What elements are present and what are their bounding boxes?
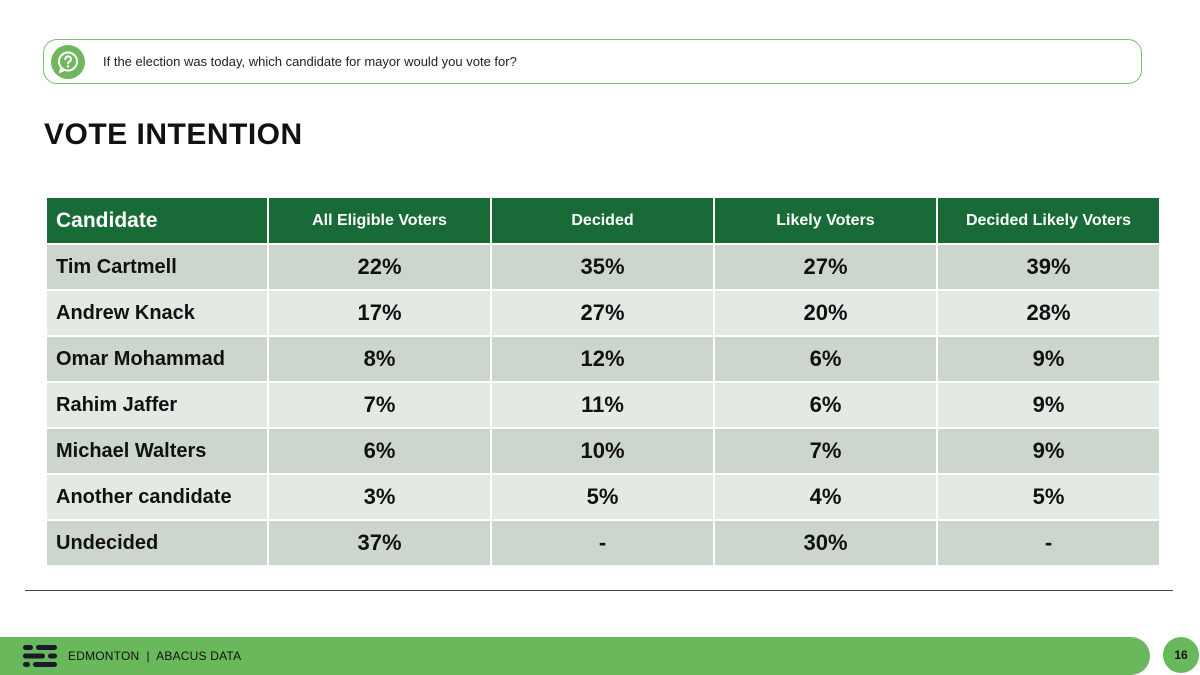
value-cell: 9% [937, 382, 1160, 428]
value-cell: 27% [491, 290, 714, 336]
value-cell: 12% [491, 336, 714, 382]
value-cell: 10% [491, 428, 714, 474]
value-cell: 30% [714, 520, 937, 566]
candidate-name: Undecided [46, 520, 268, 566]
question-text: If the election was today, which candidate for mayor would you vote for? [103, 54, 517, 69]
value-cell: 4% [714, 474, 937, 520]
question-box [43, 39, 1142, 84]
table-row [46, 382, 1160, 428]
value-cell: 20% [714, 290, 937, 336]
column-header-decided: Decided [491, 197, 714, 244]
value-cell: 22% [268, 244, 491, 290]
value-cell: 5% [491, 474, 714, 520]
column-header-decided-likely: Decided Likely Voters [937, 197, 1160, 244]
footer-bar [0, 637, 1150, 675]
value-cell: 5% [937, 474, 1160, 520]
value-cell: 17% [268, 290, 491, 336]
value-cell: 6% [268, 428, 491, 474]
value-cell: 6% [714, 382, 937, 428]
table-header-row [46, 197, 1160, 244]
table-row [46, 520, 1160, 566]
footer-text: EDMONTON | ABACUS DATA [68, 649, 242, 663]
value-cell: - [937, 520, 1160, 566]
value-cell: 28% [937, 290, 1160, 336]
value-cell: 11% [491, 382, 714, 428]
candidate-name: Omar Mohammad [46, 336, 268, 382]
candidate-name: Tim Cartmell [46, 244, 268, 290]
value-cell: 7% [714, 428, 937, 474]
candidate-name: Andrew Knack [46, 290, 268, 336]
value-cell: 7% [268, 382, 491, 428]
column-header-candidate: Candidate [46, 197, 268, 244]
candidate-name: Michael Walters [46, 428, 268, 474]
value-cell: 35% [491, 244, 714, 290]
abacus-logo-icon [22, 643, 58, 669]
candidate-name: Rahim Jaffer [46, 382, 268, 428]
value-cell: - [491, 520, 714, 566]
column-header-likely: Likely Voters [714, 197, 937, 244]
vote-intention-table [45, 196, 1161, 567]
table-row [46, 290, 1160, 336]
value-cell: 9% [937, 336, 1160, 382]
table-row [46, 474, 1160, 520]
page-number: 16 [1163, 637, 1199, 673]
candidate-name: Another candidate [46, 474, 268, 520]
value-cell: 27% [714, 244, 937, 290]
table-row [46, 244, 1160, 290]
table-row [46, 336, 1160, 382]
value-cell: 8% [268, 336, 491, 382]
divider-line [25, 590, 1173, 591]
value-cell: 3% [268, 474, 491, 520]
value-cell: 39% [937, 244, 1160, 290]
page-title: VOTE INTENTION [44, 118, 303, 151]
value-cell: 37% [268, 520, 491, 566]
table-row [46, 428, 1160, 474]
value-cell: 9% [937, 428, 1160, 474]
value-cell: 6% [714, 336, 937, 382]
column-header-all-eligible: All Eligible Voters [268, 197, 491, 244]
question-chat-icon [51, 45, 85, 79]
